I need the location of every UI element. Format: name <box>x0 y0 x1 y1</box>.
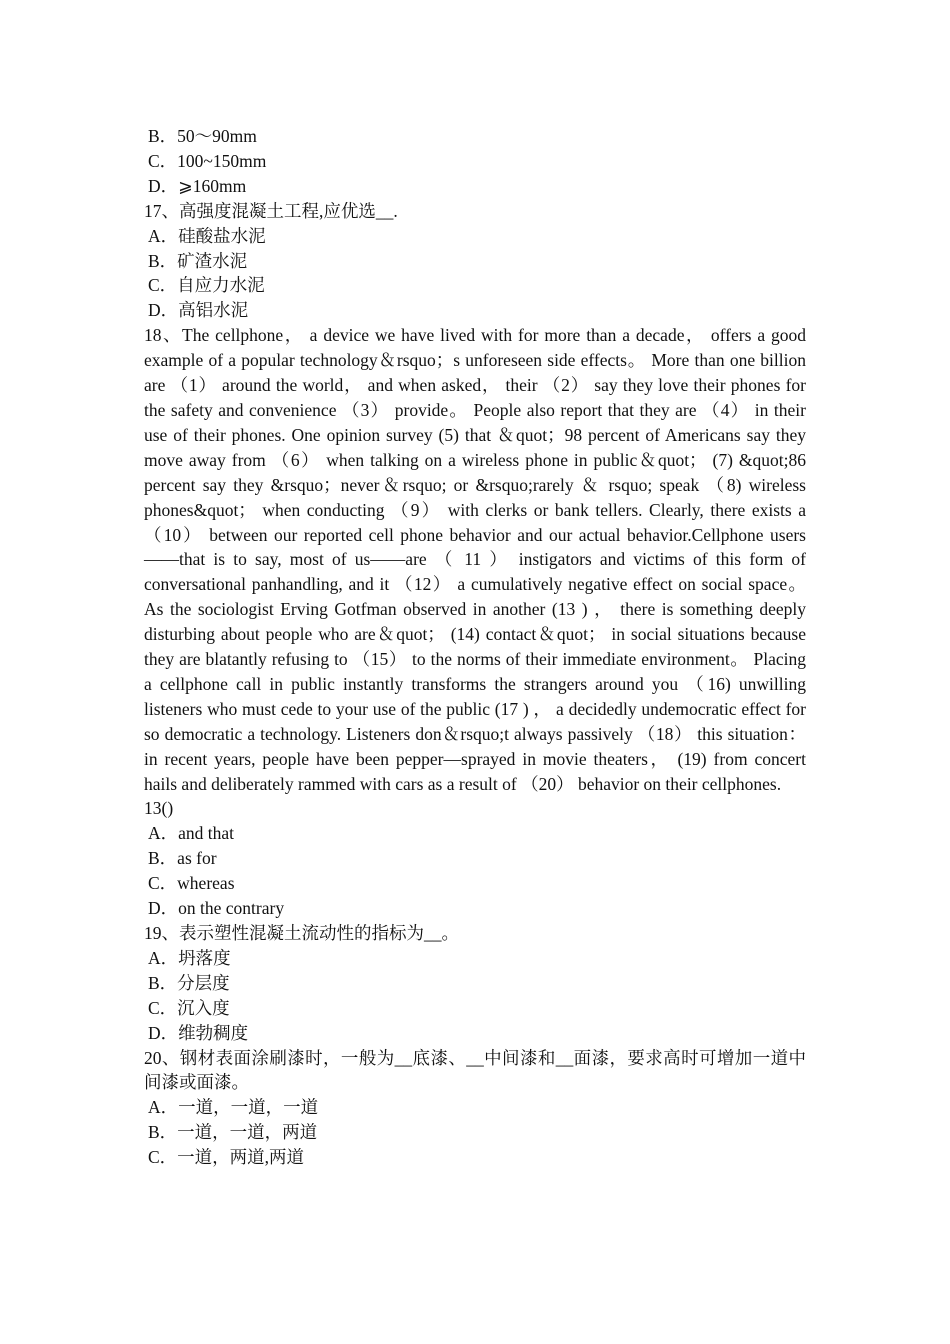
q19-option-b: B．分层度 <box>148 972 230 993</box>
q17-option-d: D．高铝水泥 <box>148 300 249 321</box>
q17-option-b: B．矿渣水泥 <box>148 250 248 271</box>
q18-option-d: D．on the contrary <box>148 898 285 919</box>
q20-option-c: C．一道，两道,两道 <box>148 1147 305 1168</box>
q17-question: 17、高强度混凝土工程,应优选__. <box>144 200 398 221</box>
q19-option-d: D．维勃稠度 <box>148 1022 249 1043</box>
q19-option-c: C．沉入度 <box>148 997 230 1018</box>
q18-option-b: B．as for <box>148 848 217 869</box>
q18-sub-question: 13() <box>144 798 174 819</box>
q16-option-c: C．100~150mm <box>148 150 267 171</box>
q19-option-a: A．坍落度 <box>148 947 231 968</box>
q18-option-c: C．whereas <box>148 873 235 894</box>
q16-option-d: D．⩾160mm <box>148 175 247 196</box>
q18-passage: 18、The cellphone， a device we have lived with for more than a decade， offers a good example of a popular technology＆rsquo；s unforeseen side effects。 More than one billion are （1） around the world， and when asked， their （2） say they love their phones for the safety and convenience （3） provide。 People also report that they are （4） in their use of their phones. One opinion survey (5) that ＆quot；98 percent of Americans say they move away from （6） when talking on a wireless phone in public＆quot； (7) &quot;86 percent say they &rsquo；never＆rsquo; or &rsquo;rarely ＆ rsquo; speak （8) wireless phones&quot； when conducting （9） with clerks or bank tellers. Clearly, there exists a （10） between our reported cell phone behavior and our actual behavior.Cellphone users——that is to say, most of us——are （ 11 ） instigators and victims of this form of conversational panhandling, and it （12） a cumulatively negative effect on social space。 As the sociologist Erving Gotfman observed in another (13 ) ， there is something deeply disturbing about people who are＆quot； (14) contact＆quot； in social situations because they are blatantly refusing to （15） to the norms of their immediate environment。 Placing a cellphone call in public instantly transforms the strangers around you （16) unwilling listeners who must cede to your use of the public (17 ) ， a decidedly undemocratic effect for so democratic a technology. Listeners don＆rsquo;t always passively （18） this situation： in recent years, people have been pepper—sprayed in movie theaters， (19) from concert hails and deliberately rammed with cars as a result of （20） behavior on their cellphones. <box>144 325 806 794</box>
q16-option-b: B．50～90mm <box>148 126 257 146</box>
q20-question: 20、钢材表面涂刷漆时，一般为__底漆、__中间漆和__面漆，要求高时可增加一道中间漆或面漆。 <box>144 1047 806 1093</box>
q17-option-c: C．自应力水泥 <box>148 275 265 296</box>
q17-option-a: A．硅酸盐水泥 <box>148 225 266 246</box>
q20-option-a: A．一道，一道，一道 <box>148 1097 319 1118</box>
q20-option-b: B．一道，一道，两道 <box>148 1122 318 1143</box>
q19-question: 19、表示塑性混凝土流动性的指标为__。 <box>144 923 459 943</box>
q18-option-a: A．and that <box>148 823 235 844</box>
document-body <box>144 124 806 1170</box>
